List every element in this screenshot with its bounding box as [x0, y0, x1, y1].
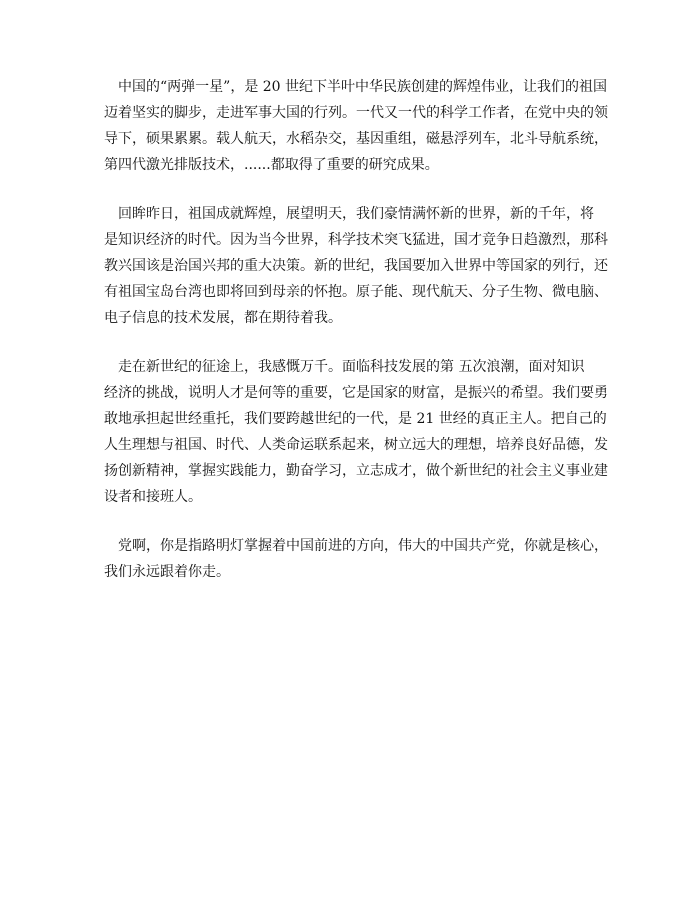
- paragraph-4: [104, 533, 608, 585]
- text-line: 迈着坚实的脚步，走进军事大国的行列。一代又一代的科学工作者，在党中央的领: [104, 105, 608, 121]
- text-line: 回眸昨日，祖国成就辉煌，展望明天，我们豪情满怀新的世界，新的千年，将: [104, 206, 594, 222]
- text-line: 教兴国该是治国兴邦的重大决策。新的世纪，我国要加入世界中等国家的列行，还: [104, 258, 608, 274]
- paragraph-2: [104, 201, 608, 331]
- text-line: 扬创新精神，掌握实践能力，勤奋学习，立志成才，做个新世纪的社会主义事业建: [104, 463, 608, 479]
- text-line: 设者和接班人。: [104, 489, 202, 505]
- text-line: 中国的“两弹一星”，是 20 世纪下半叶中华民族创建的辉煌伟业，让我们的祖国: [104, 79, 608, 95]
- text-line: 我们永远跟着你走。: [104, 564, 230, 580]
- paragraph-3: [104, 354, 608, 510]
- paragraph-1: [104, 74, 608, 178]
- text-line: 敢地承担起世经重托，我们要跨越世纪的一代，是 21 世经的真正主人。把自己的: [104, 411, 607, 427]
- text-line: 电子信息的技术发展，都在期待着我。: [104, 310, 342, 326]
- text-line: 走在新世纪的征途上，我感慨万千。面临科技发展的第 五次浪潮，面对知识: [104, 359, 585, 375]
- text-line: 第四代激光排版技术，......都取得了重要的研究成果。: [104, 157, 439, 173]
- text-line: 人生理想与祖国、时代、人类命运联系起来，树立远大的理想，培养良好品德，发: [104, 437, 608, 453]
- text-line: 有祖国宝岛台湾也即将回到母亲的怀抱。原子能、现代航天、分子生物、微电脑、: [104, 284, 608, 300]
- text-line: 导下，硕果累累。载人航天，水稻杂交，基因重组，磁悬浮列车，北斗导航系统，: [104, 131, 608, 147]
- text-line: 是知识经济的时代。因为当今世界，科学技术突飞猛进，国才竞争日趋激烈，那科: [104, 232, 608, 248]
- document-body: [104, 74, 608, 608]
- text-line: 经济的挑战，说明人才是何等的重要，它是国家的财富，是振兴的希望。我们要勇: [104, 385, 608, 401]
- text-line: 党啊，你是指路明灯掌握着中国前进的方向，伟大的中国共产党，你就是核心，: [104, 538, 608, 554]
